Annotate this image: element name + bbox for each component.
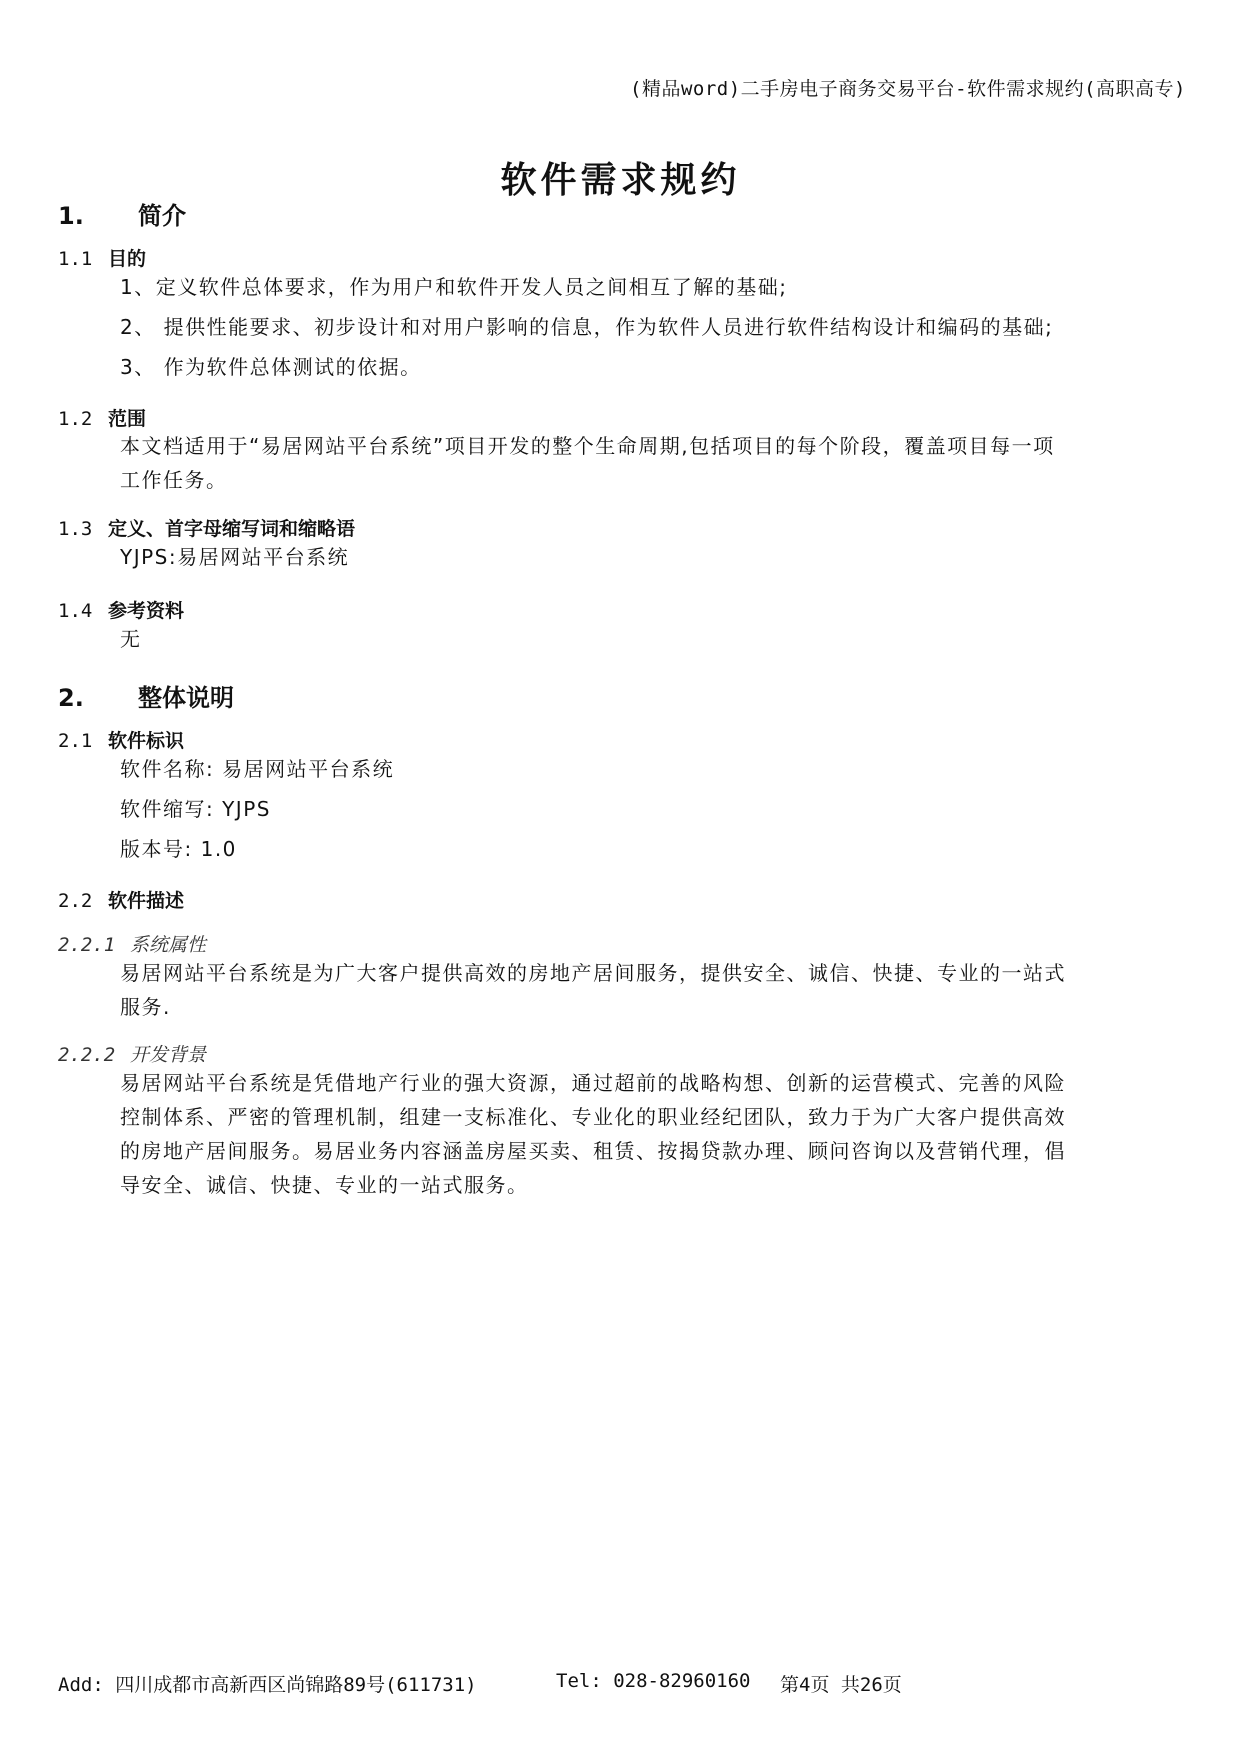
footer-tel: Tel: 028-82960160 <box>556 1670 751 1692</box>
list-item: 2、 提供性能要求、初步设计和对用户影响的信息，作为软件人员进行软件结构设计和编码的基础; <box>120 315 1054 339</box>
subsection-number: 1.4 <box>58 600 93 622</box>
list-item: 软件缩写: YJPS <box>120 797 271 821</box>
subsubsection-title: 开发背景 <box>130 1044 207 1066</box>
paragraph-definitions: YJPS:易居网站平台系统 <box>120 545 350 569</box>
subsection-heading-2-1 <box>58 726 184 753</box>
subsection-number: 2.1 <box>58 730 93 752</box>
footer-page-number: 第4页 共26页 <box>780 1674 902 1696</box>
subsection-heading-1-3 <box>58 514 355 541</box>
paragraph-system-attributes: 易居网站平台系统是为广大客户提供高效的房地产居间服务，提供安全、诚信、快捷、专业的一站式服务. <box>120 961 1066 1019</box>
subsection-heading-2-2 <box>58 886 184 913</box>
subsection-number: 1.3 <box>58 518 93 540</box>
subsection-title: 范围 <box>108 408 147 430</box>
subsubsection-heading-2-2-2 <box>58 1040 206 1067</box>
section-number: 1. <box>58 202 84 230</box>
footer-address: Add: 四川成都市高新西区尚锦路89号(611731) <box>58 1674 477 1696</box>
list-item: 版本号: 1.0 <box>120 837 237 861</box>
subsection-title: 参考资料 <box>108 600 185 622</box>
subsubsection-heading-2-2-1 <box>58 930 206 957</box>
subsubsection-number: 2.2.2 <box>58 1044 116 1066</box>
subsection-title: 目的 <box>108 248 147 270</box>
section-number: 2. <box>58 684 84 712</box>
subsection-title: 定义、首字母缩写词和缩略语 <box>108 518 356 540</box>
list-item: 软件名称: 易居网站平台系统 <box>120 757 395 781</box>
section-heading-1 <box>58 196 186 231</box>
header-note: (精品word)二手房电子商务交易平台-软件需求规约(高职高专) <box>630 78 1186 100</box>
paragraph-references: 无 <box>120 627 142 651</box>
subsection-title: 软件标识 <box>108 730 185 752</box>
section-title: 整体说明 <box>138 684 234 712</box>
section-heading-2 <box>58 678 234 713</box>
subsection-heading-1-4 <box>58 596 184 623</box>
list-item: 3、 作为软件总体测试的依据。 <box>120 355 422 379</box>
paragraph-scope: 本文档适用于“易居网站平台系统”项目开发的整个生命周期,包括项目的每个阶段，覆盖项目每一项工作任务。 <box>120 434 1055 492</box>
subsection-heading-1-2 <box>58 404 146 431</box>
section-title: 简介 <box>138 202 186 230</box>
subsection-number: 1.1 <box>58 248 93 270</box>
subsection-number: 2.2 <box>58 890 93 912</box>
subsubsection-number: 2.2.1 <box>58 934 116 956</box>
subsection-heading-1-1 <box>58 244 146 271</box>
subsubsection-title: 系统属性 <box>130 934 207 956</box>
subsection-number: 1.2 <box>58 408 93 430</box>
subsection-title: 软件描述 <box>108 890 185 912</box>
list-item: 1、定义软件总体要求，作为用户和软件开发人员之间相互了解的基础; <box>120 275 788 299</box>
paragraph-background: 易居网站平台系统是凭借地产行业的强大资源，通过超前的战略构想、创新的运营模式、完善的风险控制体系、严密的管理机制，组建一支标准化、专业化的职业经纪团队，致力于为广大客户提供高效的房地产居间服务。易居业务内容涵盖房屋买卖、租赁、按揭贷款办理、顾问咨询以及营销代理，倡导安全、诚信、快捷、专业的一站式服务。 <box>120 1071 1066 1197</box>
document-title: 软件需求规约 <box>500 160 741 201</box>
